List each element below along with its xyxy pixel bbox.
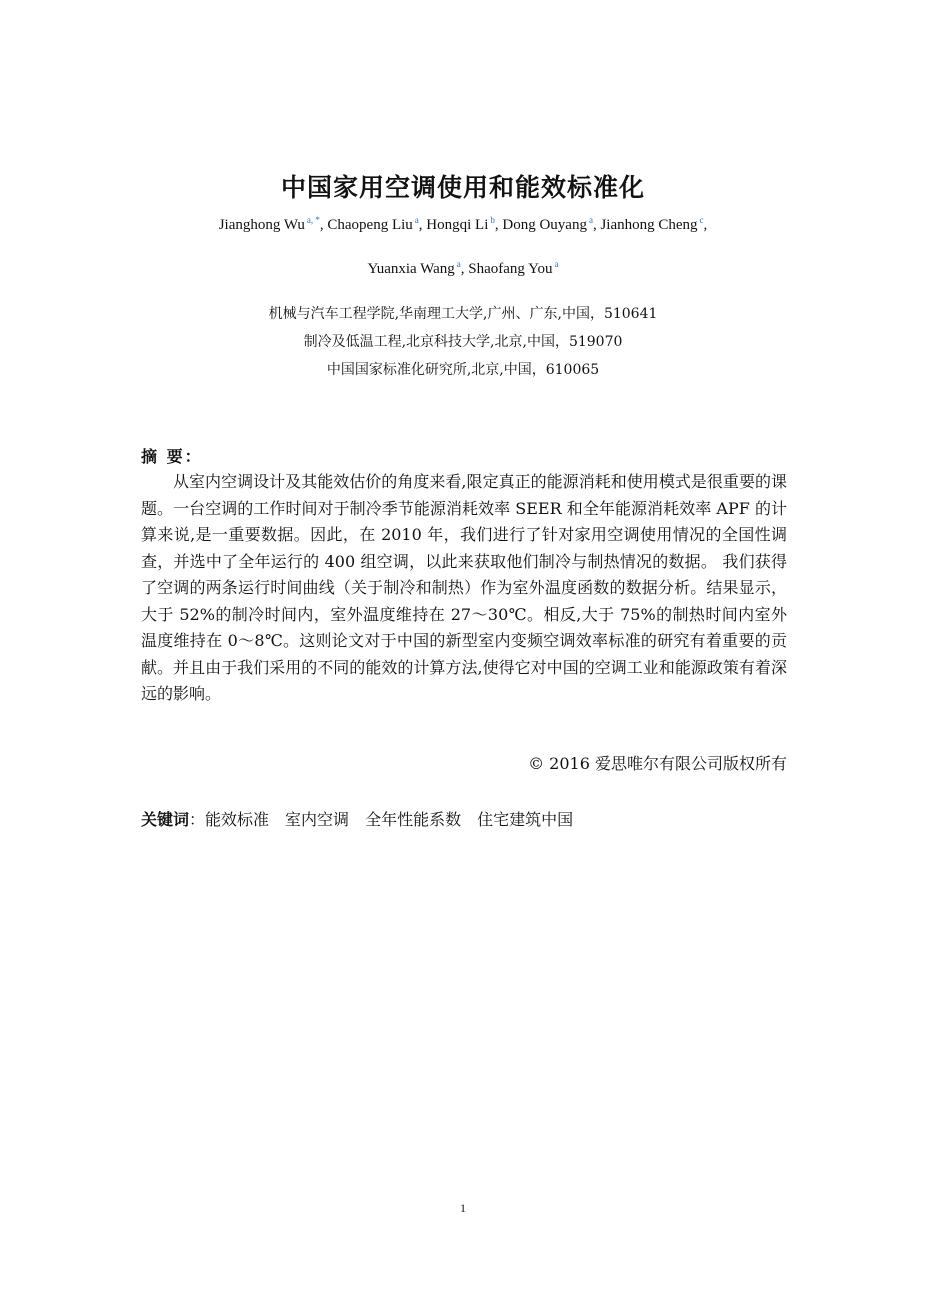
author-superscript: a, * xyxy=(306,215,320,225)
author-superscript: a xyxy=(414,215,419,225)
author-superscript: c xyxy=(699,215,704,225)
author-name: Yuanxia Wang xyxy=(367,261,455,277)
author-name: Jianhong Cheng xyxy=(600,217,698,233)
author-superscript: a xyxy=(554,259,559,269)
keyword-item: 全年性能系数 xyxy=(365,810,462,829)
author-line-2 xyxy=(0,259,926,278)
author-separator: , xyxy=(703,217,708,233)
keywords-label: 关键词 xyxy=(141,810,190,829)
affiliation-a: 机械与汽车工程学院,华南理工大学,广州、广东,中国，510641 xyxy=(268,306,658,322)
keywords-line xyxy=(141,807,573,830)
author-separator: , xyxy=(494,217,503,233)
keywords-colon: ： xyxy=(189,810,206,829)
keyword-item: 能效标准 xyxy=(205,810,270,829)
copyright-notice: © 2016 爱思唯尔有限公司版权所有 xyxy=(528,754,787,773)
page-number: 1 xyxy=(460,1201,466,1215)
author-name: Jianghong Wu xyxy=(218,217,305,233)
keyword-item: 住宅建筑中国 xyxy=(477,810,574,829)
author-superscript: a xyxy=(456,259,461,269)
author-separator: , xyxy=(460,261,469,277)
abstract-heading: 摘 要： xyxy=(141,447,203,466)
abstract-body: 从室内空调设计及其能效估价的角度来看,限定真正的能源消耗和使用模式是很重要的课题。一台空调的工作时间对于制冷季节能源消耗效率 SEER 和全年能源消耗效率 APF 的计算来说,是一重要数据。因此，在 2010 年，我们进行了针对家用空调使用情况的全国性调查，并选中了全年运行的 400 组空调，以此来获取他们制冷与制热情况的数据。 我们获得了空调的两条运行时间曲线（关于制冷和制热）作为室外温度函数的数据分析。结果显示，大于 52%的制冷时间内，室外温度维持在 27～30℃。相反,大于 75%的制热时间内室外温度维持在 0～8℃。这则论文对于中国的新型室内变频空调效率标准的研究有着重要的贡献。并且由于我们采用的不同的能效的计算方法,使得它对中国的空调工业和能源政策有着深远的影响。 xyxy=(141,472,787,703)
author-separator: , xyxy=(418,217,427,233)
affiliation-c: 中国国家标准化研究所,北京,中国，610065 xyxy=(326,362,600,378)
author-name: Dong Ouyang xyxy=(502,217,587,233)
author-name: Shaofang You xyxy=(468,261,553,277)
author-name: Hongqi Li xyxy=(426,217,489,233)
affiliation-b: 制冷及低温工程,北京科技大学,北京,中国，519070 xyxy=(303,334,623,350)
author-superscript: a xyxy=(588,215,593,225)
author-separator: , xyxy=(592,217,601,233)
author-separator: , xyxy=(319,217,328,233)
paper-title: 中国家用空调使用和能效标准化 xyxy=(280,173,645,202)
author-name: Chaopeng Liu xyxy=(327,217,413,233)
author-superscript: b xyxy=(490,215,495,225)
author-line-1 xyxy=(0,215,926,234)
keyword-item: 室内空调 xyxy=(285,810,350,829)
